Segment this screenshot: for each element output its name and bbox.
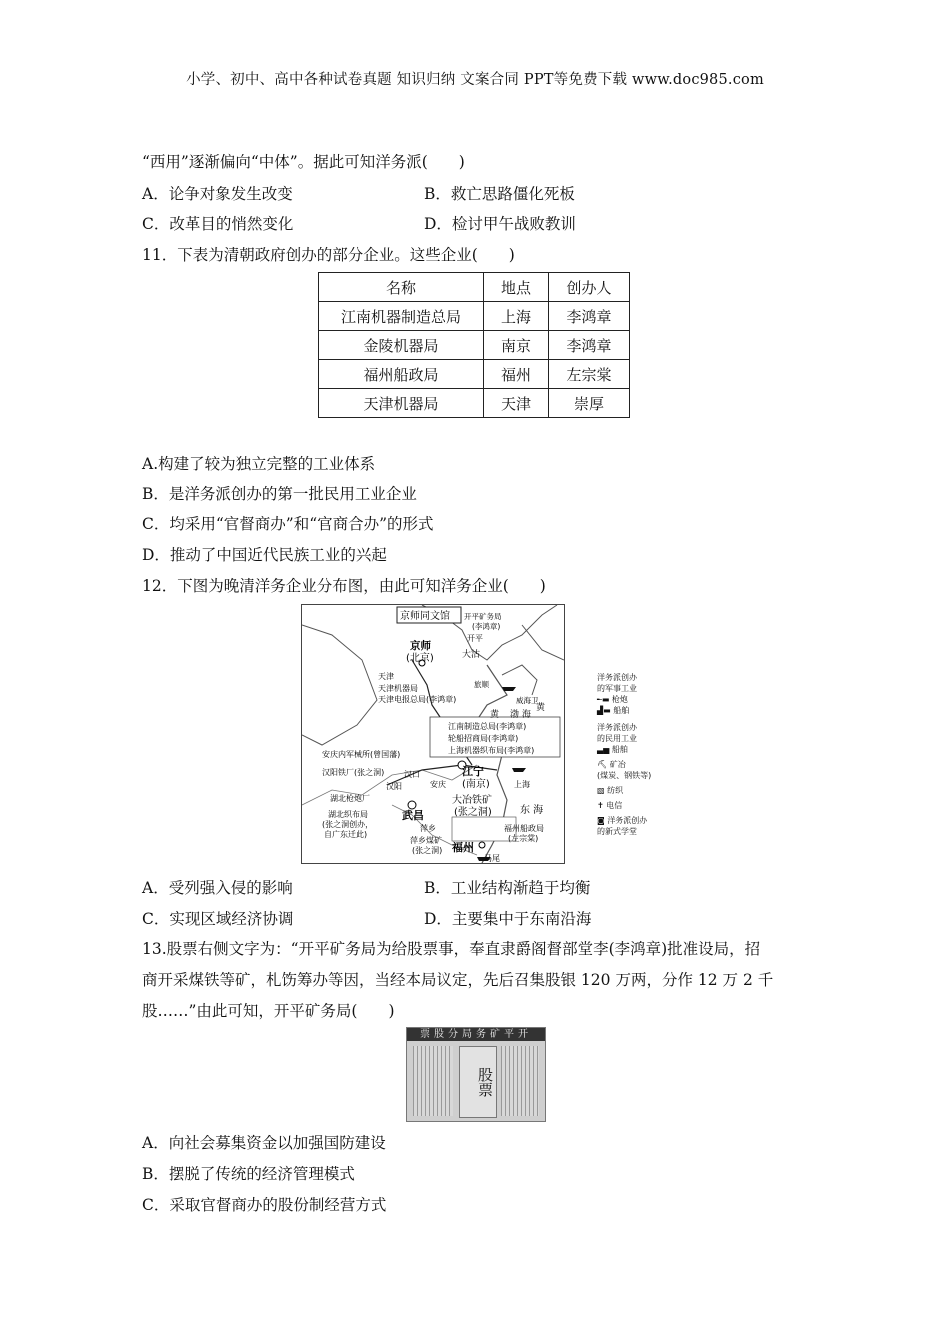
gun-icon: ╾▬	[597, 695, 612, 704]
map-label-hanyang: 汉阳	[386, 782, 402, 791]
q10-option-b: B．救亡思路僵化死板	[424, 185, 575, 203]
map-label-pingxiang: 萍乡煤矿	[410, 836, 442, 845]
map-label-tj-telegraph: 天津电报总局(李鸿章)	[378, 695, 457, 704]
map-label-fuzhou-zzt: (左宗棠)	[508, 834, 539, 843]
q11-option-b: B．是洋务派创办的第一批民用工业企业	[142, 485, 417, 503]
map-label-lunchuan: 轮船招商局(李鸿章)	[448, 734, 519, 743]
map-label-kaiping: 开平矿务局	[464, 612, 502, 621]
map-legend	[597, 672, 657, 837]
legend-military-title-1: 洋务派创办	[597, 673, 637, 682]
table-cell: 上海	[484, 302, 549, 331]
table-cell: 崇厚	[549, 389, 630, 418]
q11-option-c: C．均采用“官督商办”和“官商合办”的形式	[142, 515, 434, 533]
map-label-dagu: 大沽	[462, 650, 481, 660]
q10-stem: “西用”逐渐偏向“中体”。据此可知洋务派( )	[142, 153, 465, 171]
table-cell: 江南机器制造总局	[319, 302, 484, 331]
map-label-tianjin: 天津	[378, 672, 394, 681]
westernization-enterprise-map	[301, 604, 565, 864]
legend-military-title-2: 的军事工业	[597, 684, 637, 693]
legend-mining-note: (煤炭、钢铁等)	[597, 771, 652, 780]
table-cell: 福州	[484, 360, 549, 389]
table-header: 创办人	[549, 273, 630, 302]
school-icon: ◙	[597, 816, 608, 825]
q13-option-a: A．向社会募集资金以加强国防建设	[142, 1134, 386, 1152]
map-label-jiangning: 江宁	[462, 765, 484, 778]
q10-option-c: C．改革目的悄然变化	[142, 215, 294, 233]
map-label-fuzhou: 福州	[452, 841, 474, 854]
table-row	[319, 331, 630, 360]
map-label-hubei-textile: 湖北织布局	[328, 810, 368, 819]
stock-text-left	[413, 1046, 453, 1116]
table-header-row	[319, 273, 630, 302]
enterprise-table	[318, 272, 630, 418]
table-cell: 南京	[484, 331, 549, 360]
table-cell: 福州船政局	[319, 360, 484, 389]
map-label-tj-machine: 天津机器局	[378, 684, 418, 693]
q11-option-d: D．推动了中国近代民族工业的兴起	[142, 546, 387, 564]
table-row	[319, 389, 630, 418]
map-label-nanjing: (南京)	[462, 779, 490, 790]
map-label-hankou: 汉口	[404, 770, 420, 779]
map-label-huanghai: 黄	[536, 703, 546, 713]
q12-option-a: A．受列强入侵的影响	[142, 879, 293, 897]
kaiping-stock-certificate	[406, 1027, 546, 1122]
q13-stem-line-3: 股……”由此可知，开平矿务局( )	[142, 1002, 395, 1020]
map-label-kaiping-lhz: (李鸿章)	[472, 622, 501, 631]
map-label-daye: 大冶铁矿	[452, 795, 492, 806]
warship-icon: ▟▬	[597, 706, 614, 715]
q13-stem-line-2: 商开采煤铁等矿，札饬筹办等因，当经本局议定，先后召集股银 120 万两，分作 12 万 2 千	[142, 971, 774, 989]
map-label-anqing-city: 安庆	[430, 780, 446, 789]
page-header: 小学、初中、高中各种试卷真题 知识归纳 文案合同 PPT等免费下载 www.doc985.com	[186, 72, 764, 88]
table-row	[319, 302, 630, 331]
map-label-hubei-gun: 湖北枪炮厂	[330, 794, 370, 803]
map-label-jiangnan: 江南制造总局(李鸿章)	[448, 722, 527, 731]
map-label-pingxiang-city: 萍乡	[420, 824, 436, 833]
legend-textile: 纺织	[607, 786, 624, 795]
map-label-bohai: 渤 海	[510, 710, 531, 720]
mining-icon: ⛏	[597, 760, 610, 769]
map-label-huangyu: 黄	[490, 710, 500, 720]
table-cell: 天津	[484, 389, 549, 418]
q12-option-b: B．工业结构渐趋于均衡	[424, 879, 591, 897]
map-label-donghai: 东 海	[520, 805, 544, 816]
legend-gun: 枪炮	[611, 695, 628, 704]
map-label-wuchang: 武昌	[402, 809, 424, 822]
q10-option-a: A．论争对象发生改变	[142, 185, 293, 203]
q11-stem: 11．下表为清朝政府创办的部分企业。这些企业( )	[142, 246, 515, 264]
legend-civil-ship: 船舶	[611, 745, 628, 754]
q12-stem: 12．下图为晚清洋务企业分布图，由此可知洋务企业( )	[142, 577, 546, 595]
q13-option-b: B．摆脱了传统的经济管理模式	[142, 1165, 355, 1183]
map-label-beijing: (北京)	[406, 653, 434, 664]
map-svg	[302, 605, 564, 863]
map-label-fuzhou-ship: 福州船政局	[504, 824, 544, 833]
map-label-pingxiang-zzd: (张之洞)	[412, 846, 443, 855]
table-cell: 李鸿章	[549, 331, 630, 360]
map-label-anqing: 安庆内军械所(曾国藩)	[322, 750, 401, 759]
textile-icon: ▧	[597, 786, 608, 795]
table-cell: 金陵机器局	[319, 331, 484, 360]
legend-school-title-2: 的新式学堂	[597, 827, 637, 836]
legend-civil-title-2: 的民用工业	[597, 734, 637, 743]
map-label-sh-textile: 上海机器织布局(李鸿章)	[448, 746, 535, 755]
map-label-daye-zzd: (张之洞)	[454, 807, 492, 818]
legend-mining: 矿冶	[609, 760, 626, 769]
table-cell: 左宗棠	[549, 360, 630, 389]
q12-option-c: C．实现区域经济协调	[142, 910, 294, 928]
map-label-hubei-textile3: 自广东迁此)	[324, 830, 368, 839]
q11-option-a: A.构建了较为独立完整的工业体系	[142, 455, 376, 473]
map-label-tongwenguan: 京师同文馆	[400, 611, 450, 622]
legend-civil-title-1: 洋务派创办	[597, 723, 637, 732]
stock-center-seal: 股票	[459, 1046, 497, 1118]
table-cell: 天津机器局	[319, 389, 484, 418]
stock-title: 票股分局务矿平开	[407, 1028, 545, 1041]
legend-school-title-1: 洋务派创办	[607, 816, 648, 825]
map-label-mawei: 马尾	[484, 854, 500, 863]
table-row	[319, 360, 630, 389]
table-cell: 李鸿章	[549, 302, 630, 331]
table-header: 名称	[319, 273, 484, 302]
legend-ship: 船舶	[613, 706, 630, 715]
q12-option-d: D．主要集中于东南沿海	[424, 910, 592, 928]
legend-telegraph: 电信	[606, 801, 623, 810]
map-label-shanghai: 上海	[514, 780, 530, 789]
q10-option-d: D．检讨甲午战败教训	[424, 215, 576, 233]
map-label-hubei-textile2: (张之洞创办，	[322, 820, 374, 829]
map-label-hanyang-iron: 汉阳铁厂(张之洞)	[322, 768, 385, 777]
stock-text-right	[501, 1046, 539, 1116]
q13-option-c: C．采取官督商办的股份制经营方式	[142, 1196, 387, 1214]
map-label-lvshun: 旅顺	[474, 680, 489, 689]
steamship-icon: ▃▅	[597, 745, 612, 754]
map-label-jingshi: 京师	[410, 640, 431, 652]
map-label-weihaiwei: 威海卫	[516, 696, 539, 705]
telegraph-icon: ✝	[597, 801, 607, 810]
table-header: 地点	[484, 273, 549, 302]
map-label-kaiping-short: 开平	[467, 634, 483, 643]
q13-stem-line-1: 13.股票右侧文字为：“开平矿务局为给股票事，奉直隶爵阁督部堂李(李鸿章)批准设局，招	[142, 940, 761, 958]
